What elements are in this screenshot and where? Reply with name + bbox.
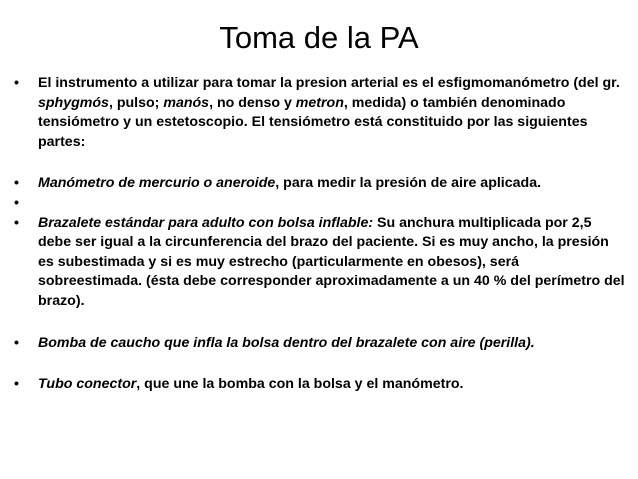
bullet-dot: • — [14, 376, 19, 393]
bullet-bomba — [14, 334, 626, 354]
italic-term: manós — [163, 94, 210, 111]
bullet-text — [38, 175, 541, 191]
bullet-dot: • — [14, 175, 19, 192]
bullet-dot: • — [14, 75, 19, 91]
bullet-dot: • — [14, 334, 19, 351]
italic-term: sphygmós — [38, 94, 109, 111]
bullet-text — [38, 75, 620, 150]
italic-term: Bomba de caucho que infla la bolsa dentro del brazalete con aire (perilla). — [38, 334, 535, 351]
bullet-brazalete — [14, 214, 626, 312]
text-segment: , que une la bomba con la bolsa y el manómetro. — [136, 376, 464, 393]
bullet-dot: • — [14, 214, 19, 231]
bullet-tubo — [14, 375, 626, 395]
text-segment: , para medir la presión de aire aplicada. — [275, 175, 542, 192]
bullet-manometer — [14, 174, 626, 194]
bullet-text — [38, 215, 625, 309]
italic-term: metron — [295, 94, 344, 111]
text-segment: , pulso; — [108, 94, 164, 111]
italic-term: Brazalete estándar para adulto con bolsa inflable: — [38, 214, 374, 231]
bullet-text — [38, 335, 535, 351]
text-segment: Su anchura multiplicada por 2,5 debe ser igual a la circunferencia del brazo del paciente. Si es muy ancho, la presión es subestimada y si es muy estrecho (particularmente en obesos), será sobreestimada. (ésta debe corresponder aproximadamente a un 40 % del perímetro del brazo). — [38, 214, 625, 309]
slide-title: Toma de la PA — [219, 20, 419, 55]
bullet-empty — [14, 194, 626, 214]
bullet-text — [38, 376, 463, 392]
bullet-list — [14, 74, 626, 395]
italic-term: Manómetro de mercurio o aneroide — [38, 175, 276, 192]
bullet-dot: • — [14, 194, 19, 211]
text-segment: El instrumento a utilizar para tomar la presion arterial es el esfigmomanómetro (del gr. — [38, 75, 620, 91]
text-segment: , medida) o también denominado tensiómetro y un estetoscopio. El tensiómetro está constituido por las siguientes partes: — [38, 94, 588, 150]
italic-term: Tubo conector — [38, 376, 137, 393]
bullet-instrument-intro — [14, 74, 626, 152]
text-segment: , no denso y — [209, 94, 296, 111]
